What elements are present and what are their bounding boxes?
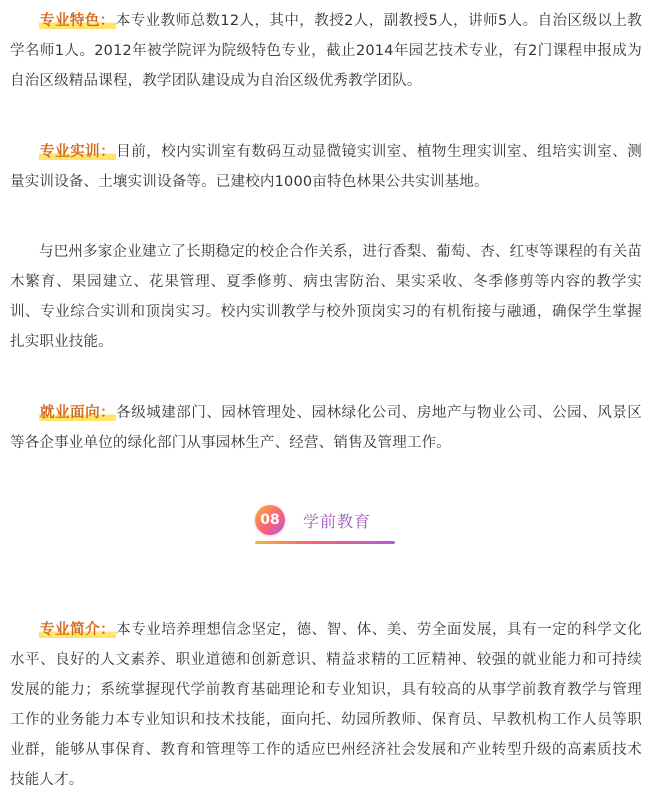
paragraph-specialty-features — [10, 6, 642, 96]
paragraph-practical-training — [10, 137, 642, 197]
label-practical-training: 专业实训： — [40, 144, 116, 160]
section-number-badge: 08 — [255, 505, 285, 535]
paragraph-introduction — [10, 615, 642, 795]
text-employment: 各级城建部门、园林管理处、园林绿化公司、房地产与物业公司、公园、风景区等各企事业单位的绿化部门从事园林生产、经营、销售及管理工作。 — [10, 405, 643, 451]
paragraph-employment — [10, 398, 642, 458]
text-introduction: 本专业培养理想信念坚定，德、智、体、美、劳全面发展，具有一定的科学文化水平、良好的人文素养、职业道德和创新意识、精益求精的工匠精神、较强的就业能力和可持续发展的能力；系统掌握现代学前教育基础理论和专业知识，具有较高的从事学前教育教学与管理工作的业务能力本专业知识和技术技能，面向托、幼园所教师、保育员、早教机构工作人员等职业群，能够从事保育、教育和管理等工作的适应巴州经济社会发展和产业转型升级的高素质技术技能人才。 — [10, 622, 643, 788]
text-specialty-features: 本专业教师总数12人，其中，教授2人，副教授5人，讲师5人。自治区级以上教学名师1人。2012年被学院评为院级特色专业，截止2014年园艺技术专业，有2门课程申报成为自治区级精品课程，教学团队建设成为自治区级优秀教学团队。 — [10, 13, 642, 89]
section-underline — [255, 541, 395, 544]
text-enterprise-cooperation: 与巴州多家企业建立了长期稳定的校企合作关系，进行香梨、葡萄、杏、红枣等课程的有关苗木繁育、果园建立、花果管理、夏季修剪、病虫害防治、果实采收、冬季修剪等内容的教学实训、专业综合实训和顶岗实习。校内实训教学与校外顶岗实习的有机衔接与融通，确保学生掌握扎实职业技能。 — [10, 244, 642, 350]
label-specialty-features: 专业特色： — [40, 13, 115, 29]
text-practical-training: 目前，校内实训室有数码互动显微镜实训室、植物生理实训室、组培实训室、测量实训设备、土壤实训设备等。已建校内1000亩特色林果公共实训基地。 — [10, 144, 643, 190]
section-title: 学前教育 — [303, 512, 372, 531]
section-header-preschool — [255, 505, 395, 549]
paragraph-enterprise-cooperation — [10, 237, 642, 357]
label-introduction: 专业简介： — [40, 622, 116, 638]
label-employment: 就业面向： — [40, 405, 116, 421]
